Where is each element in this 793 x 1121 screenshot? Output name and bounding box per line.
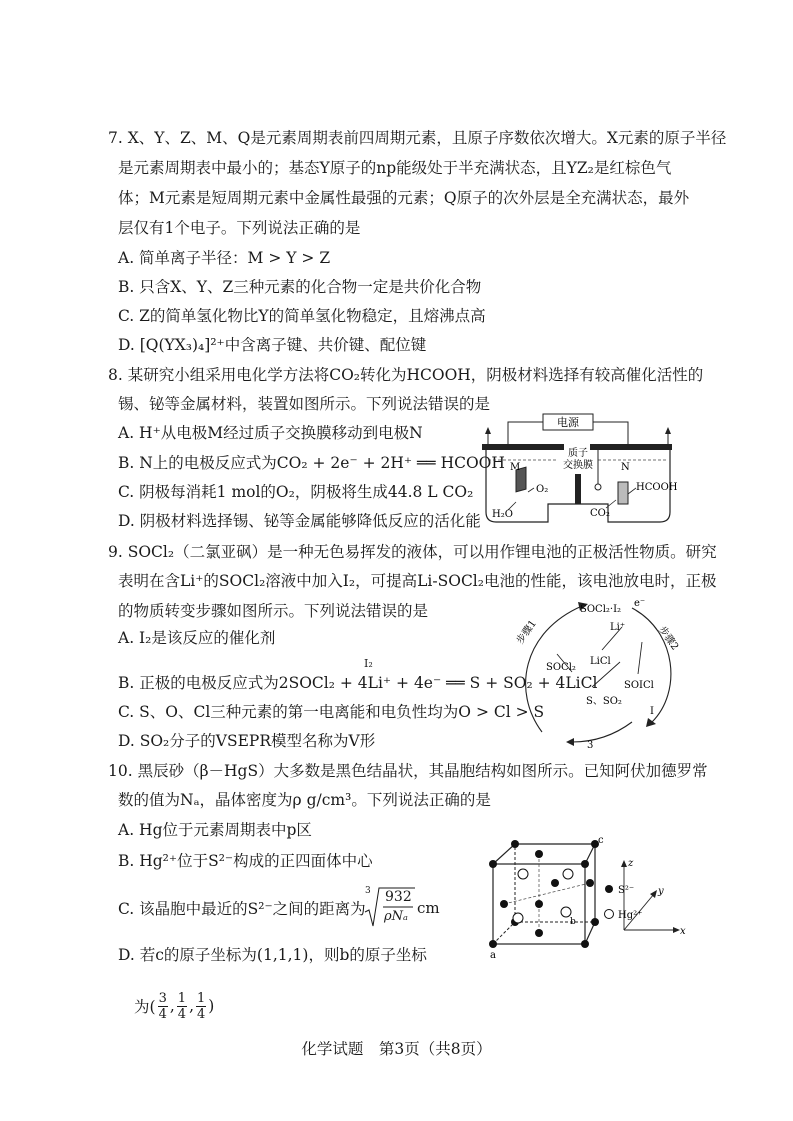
q8-option-c: C. 阴极每消耗1 mol的O₂，阴极将生成44.8 L CO₂ (118, 483, 474, 501)
label-a: a (490, 950, 496, 961)
q7-stem-line-4: 层仅有1个电子。下列说法正确的是 (118, 219, 361, 237)
membrane-label-2: 交换膜 (563, 460, 593, 471)
step2-label: 步骤2 (656, 624, 681, 653)
h2o-label: H₂O (492, 509, 513, 520)
socl2-label: SOCl₂ (546, 662, 576, 673)
li-label: Li⁺ (610, 622, 626, 633)
eminus-label: e⁻ (634, 598, 646, 609)
q7-option-a: A. 简单离子半径：M > Y > Z (118, 249, 331, 267)
q9-eq-catalyst: I₂ (364, 657, 373, 670)
label-c: c (598, 835, 604, 846)
q8-option-d: D. 阴极材料选择锡、铋等金属能够降低反应的活化能 (118, 512, 481, 530)
q10-option-c-prefix: C. 该晶胞中最近的S²⁻之间的距离为 (118, 900, 366, 918)
fraction-3-den: 4 (197, 1006, 206, 1022)
coords-open: 为( (134, 998, 156, 1016)
i-label: I (650, 706, 654, 717)
q10-option-c-formula (363, 884, 443, 930)
q7-stem-line-2: 是元素周期表中最小的；基态Y原子的np能级处于半充满状态，且YZ₂是红棕色气 (118, 159, 672, 177)
q9-option-b: B. 正极的电极反应式为2SOCl₂ + 4Li⁺ + 4e⁻ ══ S + SO₂ + 4LiCl (118, 674, 598, 692)
fraction-denominator: ρNₐ (384, 909, 408, 924)
q7-option-d: D. [Q(YX₃)₄]²⁺中含离子键、共价键、配位键 (118, 336, 427, 354)
s-so2-label: S、SO₂ (586, 696, 622, 707)
step3-label: 3 (587, 740, 594, 751)
cube-root-index: 3 (365, 886, 371, 896)
q8-stem-line-1: 8. 某研究小组采用电化学方法将CO₂转化为HCOOH，阴极材料选择有较高催化活性的 (108, 366, 704, 384)
fraction-2-den: 4 (177, 1006, 187, 1022)
option-c-unit: cm (417, 899, 440, 917)
q7-option-b: B. 只含X、Y、Z三种元素的化合物一定是共价化合物 (118, 278, 482, 296)
fraction-numerator: 932 (385, 889, 412, 905)
comma-1: , (169, 997, 175, 1015)
fraction-3 (196, 991, 206, 1022)
electrode-n-label: N (621, 462, 630, 473)
axis-x-label: x (680, 926, 686, 937)
q9-option-c: C. S、O、Cl三种元素的第一电离能和电负性均为O > Cl > S (118, 703, 545, 721)
page-footer: 化学试题 第3页（共8页） (301, 1040, 492, 1058)
power-label: 电源 (557, 416, 579, 429)
q8-stem-line-2: 锡、铋等金属材料，装置如图所示。下列说法错误的是 (118, 395, 491, 413)
q8-option-b: B. N上的电极反应式为CO₂ + 2e⁻ + 2H⁺ ══ HCOOH (118, 454, 505, 472)
q10-option-d-coords (134, 986, 214, 1026)
q9-stem-line-3: 的物质转变步骤如图所示。下列说法错误的是 (118, 602, 429, 620)
fraction-1-num: 3 (158, 990, 167, 1006)
q9-option-d: D. SO₂分子的VSEPR模型名称为V形 (118, 732, 376, 750)
label-b: b (570, 917, 576, 927)
q8-option-a: A. H⁺从电极M经过质子交换膜移动到电极N (118, 424, 423, 442)
q10-unit-cell-figure (478, 834, 688, 964)
fraction-3-num: 1 (197, 990, 206, 1006)
q9-cycle-figure (512, 592, 690, 752)
q9-option-a: A. I₂是该反应的催化剂 (118, 629, 276, 647)
q10-stem-line-2: 数的值为Nₐ，晶体密度为ρ g/cm³。下列说法正确的是 (118, 791, 491, 809)
coords-close: ) (208, 997, 215, 1015)
q7-option-c: C. Z的简单氢化物比Y的简单氢化物稳定，且熔沸点高 (118, 307, 486, 325)
q10-option-a: A. Hg位于元素周期表中p区 (118, 821, 312, 839)
q9-stem-line-1: 9. SOCl₂（二氯亚砜）是一种无色易挥发的液体，可以用作锂电池的正极活性物质。研究 (108, 543, 717, 561)
comma-2: , (189, 997, 194, 1015)
fraction-2-num: 1 (177, 990, 187, 1006)
fraction-2 (177, 991, 187, 1022)
legend-hg: Hg²⁺ (618, 910, 643, 921)
o2-label: O₂ (536, 484, 549, 495)
axis-z-label: z (628, 858, 634, 869)
q10-stem-line-1: 10. 黑辰砂（β－HgS）大多数是黑色结晶状，其晶胞结构如图所示。已知阿伏加德罗常 (108, 762, 708, 780)
step1-label: 步骤1 (514, 618, 539, 647)
q8-electrolysis-figure (478, 412, 696, 526)
q10-option-b: B. Hg²⁺位于S²⁻构成的正四面体中心 (118, 852, 373, 870)
membrane-label-1: 质子 (568, 448, 588, 459)
fraction-1-den: 4 (158, 1006, 167, 1022)
fraction-1 (158, 991, 168, 1022)
q9-stem-line-2: 表明在含Li⁺的SOCl₂溶液中加入I₂，可提高Li-SOCl₂电池的性能，该电池放电时，正极 (118, 572, 717, 590)
electrode-m-label: M (510, 462, 521, 473)
hcooh-label: HCOOH (636, 482, 678, 493)
q10-option-d: D. 若c的原子坐标为(1,1,1)，则b的原子坐标 (118, 946, 427, 964)
co2-label: CO₂ (590, 508, 610, 519)
q7-stem-line-3: 体；M元素是短周期元素中金属性最强的元素；Q原子的次外层是全充满状态，最外 (118, 189, 690, 207)
licl-label: LiCl (590, 656, 611, 667)
socl2-i2-label: SOCl₂·I₂ (580, 604, 622, 615)
soicl-label: SOICl (624, 680, 654, 691)
legend-s: S²⁻ (618, 885, 635, 896)
axis-y-label: y (658, 886, 664, 897)
q7-stem-line-1: 7. X、Y、Z、M、Q是元素周期表前四周期元素，且原子序数依次增大。X元素的原子半径 (108, 129, 727, 147)
